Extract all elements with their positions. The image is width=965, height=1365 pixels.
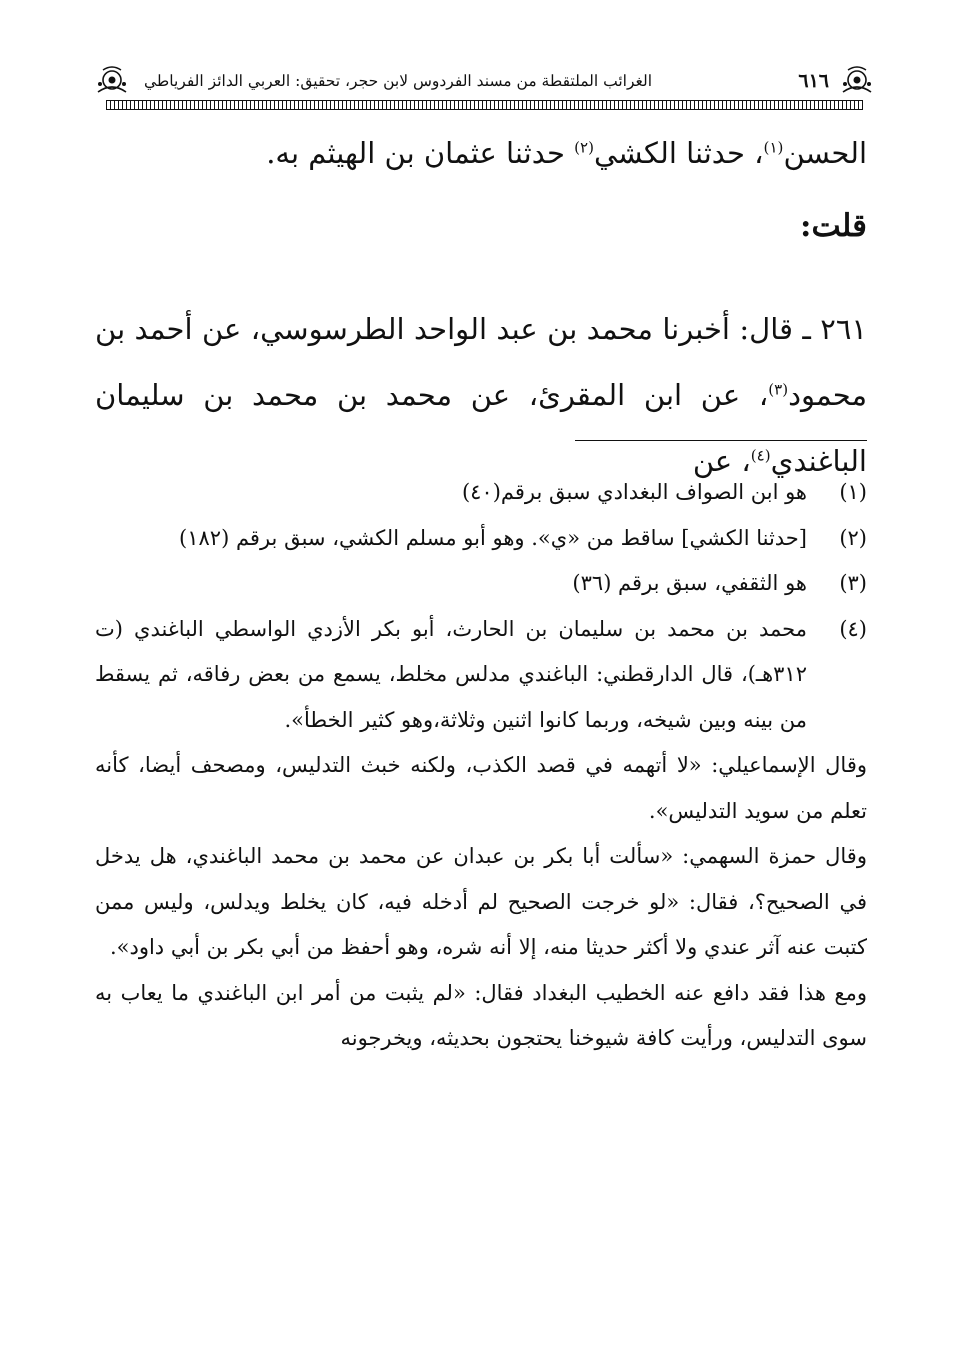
footnote-continuation: وقال الإسماعيلي: «لا أتهمه في قصد الكذب، ولكنه خبث التدليس، ومصحف أيضا، كأنه تعلم من سويد التدليس».: [95, 753, 867, 823]
footnote-number: (٢): [839, 525, 867, 550]
footnotes: [95, 470, 867, 1062]
footnote-ref: (١): [763, 138, 784, 157]
footnote-number: (٣): [839, 571, 867, 595]
footnote-number: (١): [839, 480, 867, 504]
footnote-ref: (٣): [768, 380, 789, 399]
footnote: [95, 561, 867, 607]
hadith-paragraph: ٢٦١ ـ قال: أخبرنا محمد بن عبد الواحد الطرسوسي، عن أحمد بن محمود$^{(٣)}$، عن ابن المقرئ، عن محمد بن محمد بن سليمان الباغندي$^{(٤)}$، عن: [95, 312, 867, 478]
running-title: الغرائب الملتقطة من مسند الفردوس لابن حجر، تحقيق: العربي الدائز الفرياطي: [144, 72, 653, 90]
footnote-ref: (٢): [574, 138, 594, 157]
footnote-text: هو ابن الصواف البغدادي سبق برقم(٤٠): [461, 480, 807, 504]
footnote-continuation: ومع هذا فقد دافع عنه الخطيب البغداد فقال: «لم يثبت من أمر ابن الباغندي ما يعاب به سوى التدليس، ورأيت كافة شيوخنا يحتجون بحديثه، ويخرجونه: [95, 980, 867, 1050]
footnote-ref: (٤): [750, 446, 771, 465]
footnote: [95, 516, 867, 562]
page-header: [92, 62, 877, 114]
footnote: [95, 470, 867, 516]
section-heading: قلت:: [800, 208, 867, 244]
header-border-rule: [106, 100, 863, 110]
footnote-text: [حدثنا الكشي] ساقط من «ي». وهو أبو مسلم الكشي، سبق برقم (١٨٢): [179, 525, 807, 550]
floral-ornament-icon: [92, 62, 132, 102]
footnote-number: (٤): [839, 616, 867, 641]
footnote-text: محمد بن محمد بن سليمان بن الحارث، أبو بكر الأزدي الواسطي الباغندي (ت ٣١٢هـ)، قال الدارقطني: الباغندي مدلس مخلط، يسمع من بعض رفاقه، ثم يسقط من بينه وبين شيخه، وربما كانوا اثنين وثلاثة،وهو كثير الخطأ».: [95, 616, 807, 732]
footnote-continuation: وقال حمزة السهمي: «سألت أبا بكر بن عبدان عن محمد بن محمد الباغندي، هل يدخل في الصحيح؟، فقال: «لو خرجت الصحيح لم أدخله فيه، كان يخلط ويدلس، وليس ممن كتبت عنه آثر عندي ولا أكثر حديثا منه، إلا أنه شره، وهو أحفظ من أبي بكر بن أبي داود».: [95, 844, 867, 959]
floral-ornament-icon: [837, 62, 877, 102]
footnote-text: هو الثقفي، سبق برقم (٣٦): [572, 571, 807, 595]
footnote: [95, 607, 867, 744]
footnote-separator: [575, 440, 867, 441]
body-line-continuation: الحسن$^{(١)}$، حدثنا الكشي$^{(٢)}$ حدثنا عثمان بن الهيثم به.: [266, 136, 867, 170]
page-number: ٦١٦: [798, 70, 829, 92]
